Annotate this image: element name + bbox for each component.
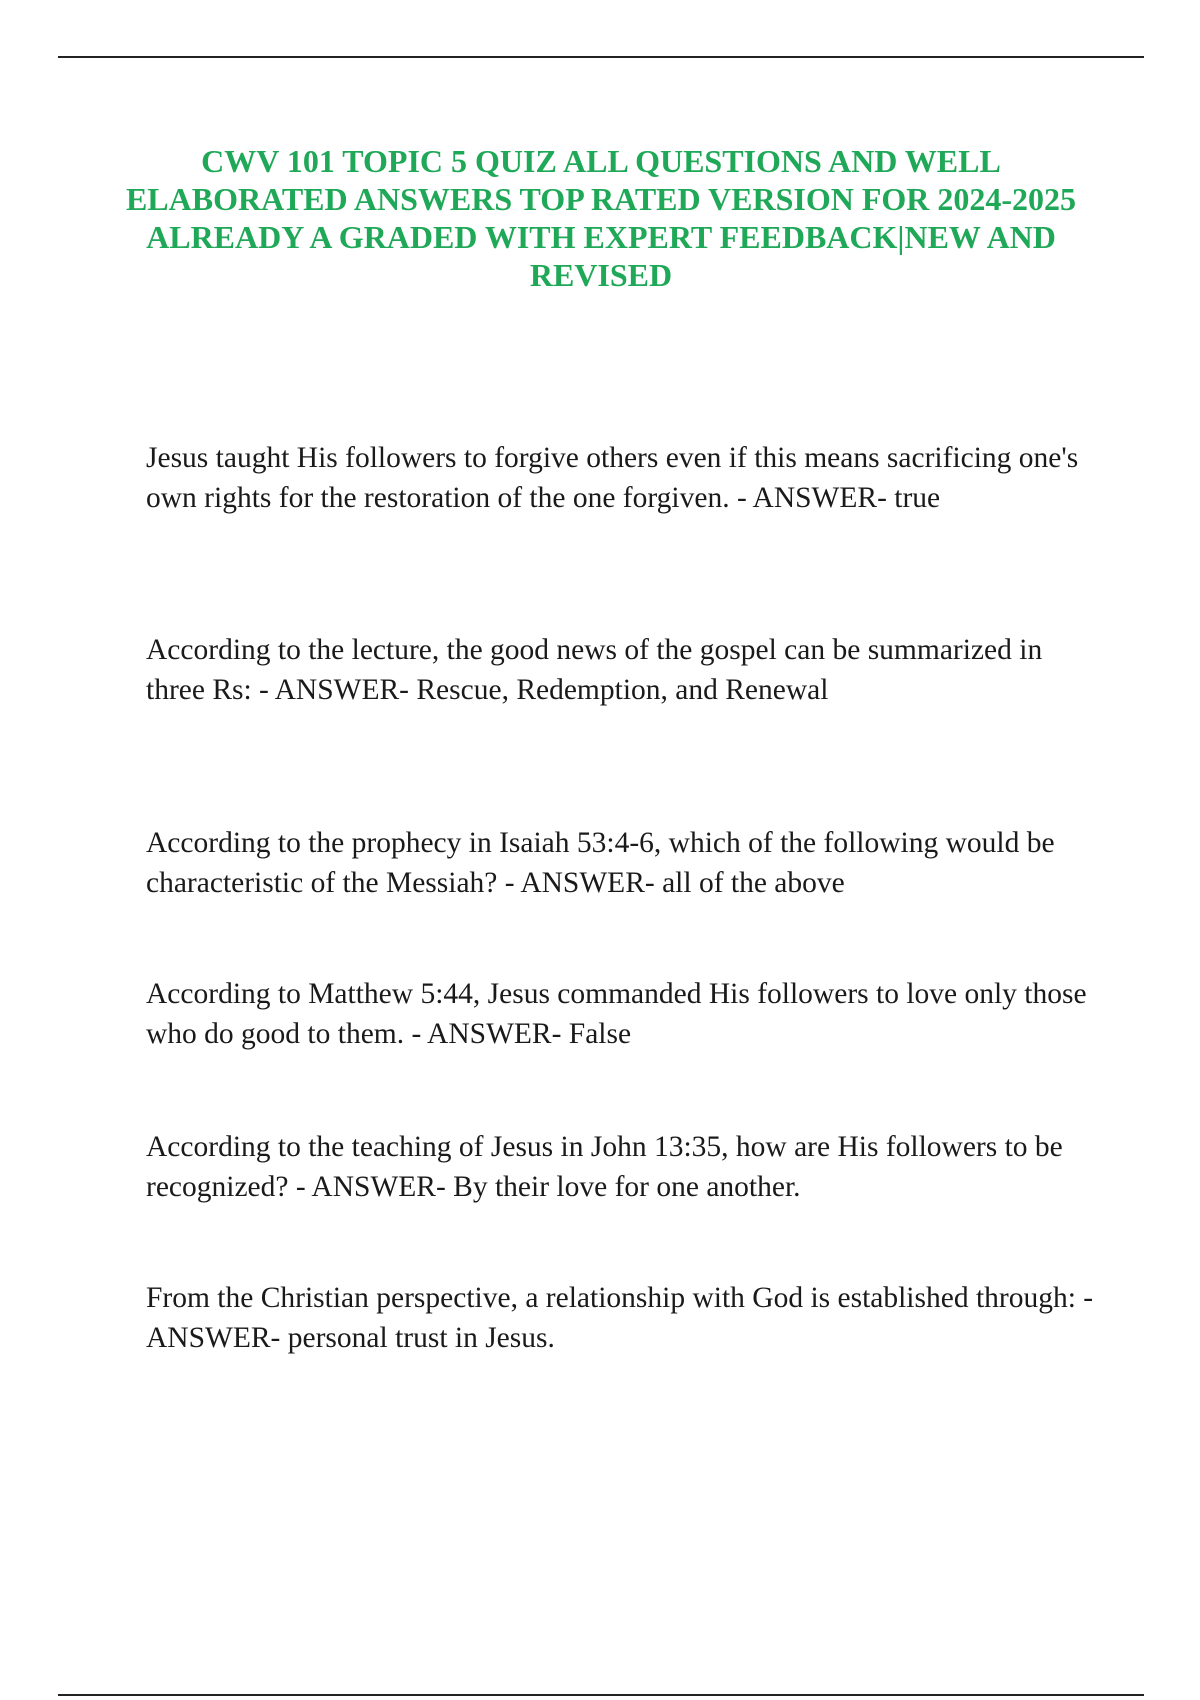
bottom-divider <box>58 1694 1144 1696</box>
qa-item: According to the prophecy in Isaiah 53:4-6, which of the following would be characteristic of the Messiah? - ANSWER- all of the above <box>146 827 1055 899</box>
qa-item: According to the lecture, the good news of the gospel can be summarized in three Rs: - ANSWER- Rescue, Redemption, and Renewal <box>146 634 1043 706</box>
qa-item: From the Christian perspective, a relationship with God is established through: - ANSWER- personal trust in Jesus. <box>146 1282 1094 1354</box>
qa-item: According to Matthew 5:44, Jesus commanded His followers to love only those who do good to them. - ANSWER- False <box>146 978 1087 1050</box>
document-title: CWV 101 TOPIC 5 QUIZ ALL QUESTIONS AND WELL ELABORATED ANSWERS TOP RATED VERSION FOR 2024-2025 ALREADY A GRADED WITH EXPERT FEEDBACK|NEW AND REVISED <box>125 143 1077 293</box>
qa-item: Jesus taught His followers to forgive others even if this means sacrificing one's own rights for the restoration of the one forgiven. - ANSWER- true <box>146 442 1079 514</box>
top-divider <box>58 56 1144 58</box>
qa-item: According to the teaching of Jesus in John 13:35, how are His followers to be recognized? - ANSWER- By their love for one another. <box>146 1131 1063 1203</box>
